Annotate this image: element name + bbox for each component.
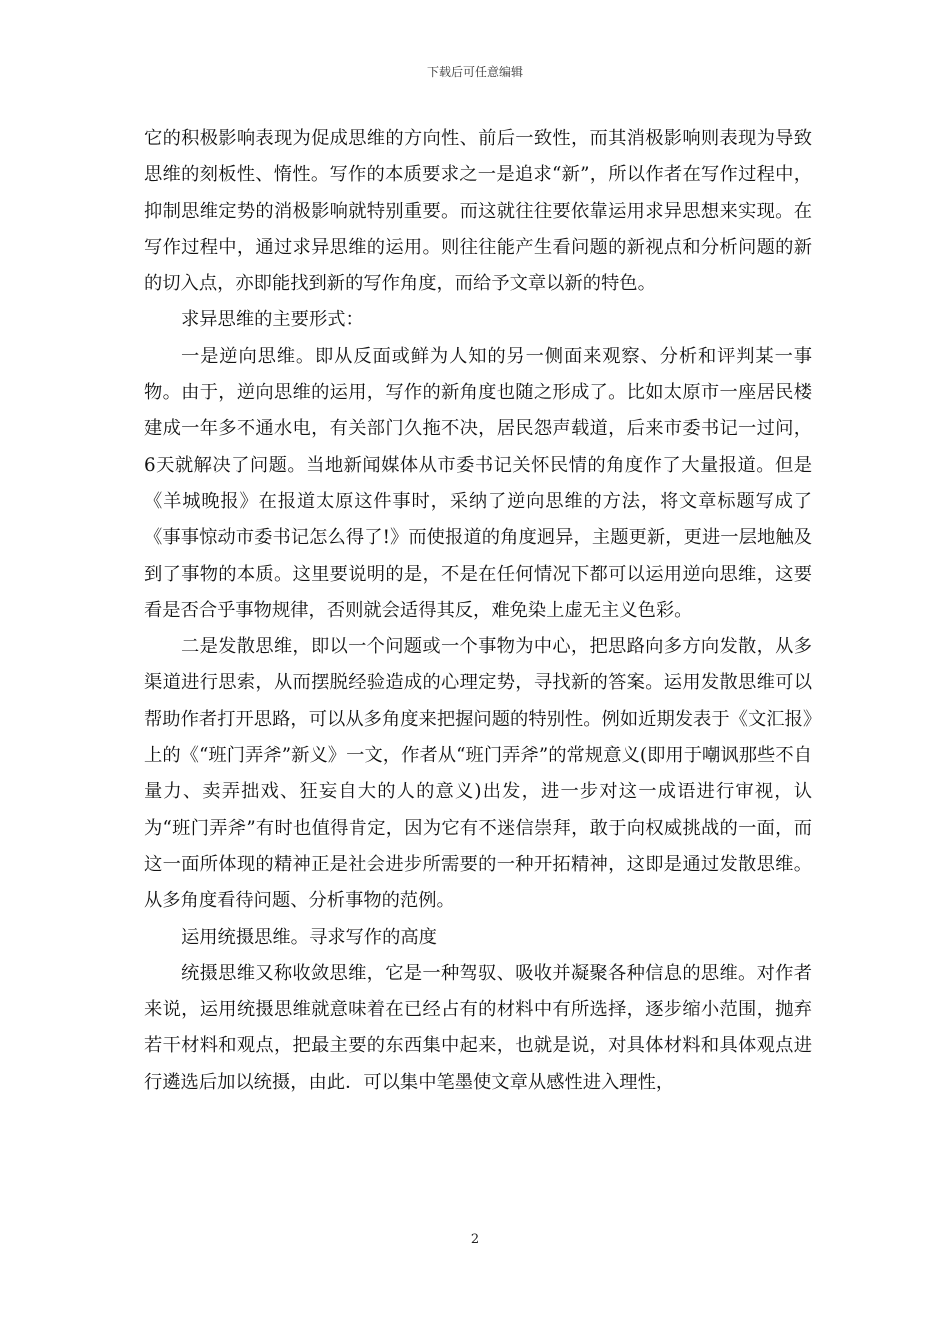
page-footer (0, 1232, 950, 1248)
paragraph-reverse-thinking: 一是逆向思维。即从反面或鲜为人知的另一侧面来观察、分析和评判某一事物。由于，逆向思维的运用，写作的新角度也随之形成了。比如太原市一座居民楼建成一年多不通水电，有关部门久拖不决，居民怨声载道，后来市委书记一过问，6天就解决了问题。当地新闻媒体从市委书记关怀民情的角度作了大量报道。但是《羊城晚报》在报道太原这件事时，采纳了逆向思维的方法，将文章标题写成了《事事惊动市委书记怎么得了!》而使报道的角度迥异，主题更新，更进一层地触及到了事物的本质。这里要说明的是，不是在任何情况下都可以运用逆向思维，这要看是否合乎事物规律，否则就会适得其反，难免染上虚无主义色彩。 (144, 345, 812, 621)
header-text: 下载后可任意编辑 (426, 65, 523, 79)
paragraph-continuation: 它的积极影响表现为促成思维的方向性、前后一致性，而其消极影响则表现为导致思维的刻板性、惰性。写作的本质要求之一是追求“新”，所以作者在写作过程中，抑制思维定势的消极影响就特别重要。而这就往往要依靠运用求异思想来实现。在写作过程中，通过求异思维的运用。则往往能产生看问题的新视点和分析问题的新的切入点，亦即能找到新的写作角度，而给予文章以新的特色。 (144, 128, 812, 295)
page-header (0, 64, 950, 80)
paragraph-divergent-thinking: 二是发散思维，即以一个问题或一个事物为中心，把思路向多方向发散，从多渠道进行思索，从而摆脱经验造成的心理定势，寻找新的答案。运用发散思维可以帮助作者打开思路，可以从多角度来把握问题的特别性。例如近期发表于《文汇报》上的《“班门弄斧”新义》一文，作者从“班门弄斧”的常规意义(即用于嘲讽那些不自量力、卖弄拙戏、狂妄自大的人的意义)出发，进一步对这一成语进行审视，认为“班门弄斧”有时也值得肯定，因为它有不迷信崇拜，敢于向权威挑战的一面，而这一面所体现的精神正是社会进步所需要的一种开拓精神，这即是通过发散思维。从多角度看待问题、分析事物的范例。 (144, 636, 812, 912)
document-body (144, 121, 812, 1101)
paragraph-heading-convergent: 运用统摄思维。寻求写作的高度 (181, 926, 437, 948)
paragraph-convergent-thinking: 统摄思维又称收敛思维，它是一种驾驭、吸收并凝聚各种信息的思维。对作者来说，运用统摄思维就意味着在已经占有的材料中有所选择，逐步缩小范围，抛弃若干材料和观点，把最主要的东西集中起来，也就是说，对具体材料和具体观点进行遴选后加以统摄，由此．可以集中笔墨使文章从感性进入理性， (144, 962, 812, 1093)
page-number: 2 (470, 1232, 480, 1247)
paragraph-heading-forms: 求异思维的主要形式： (181, 309, 364, 331)
